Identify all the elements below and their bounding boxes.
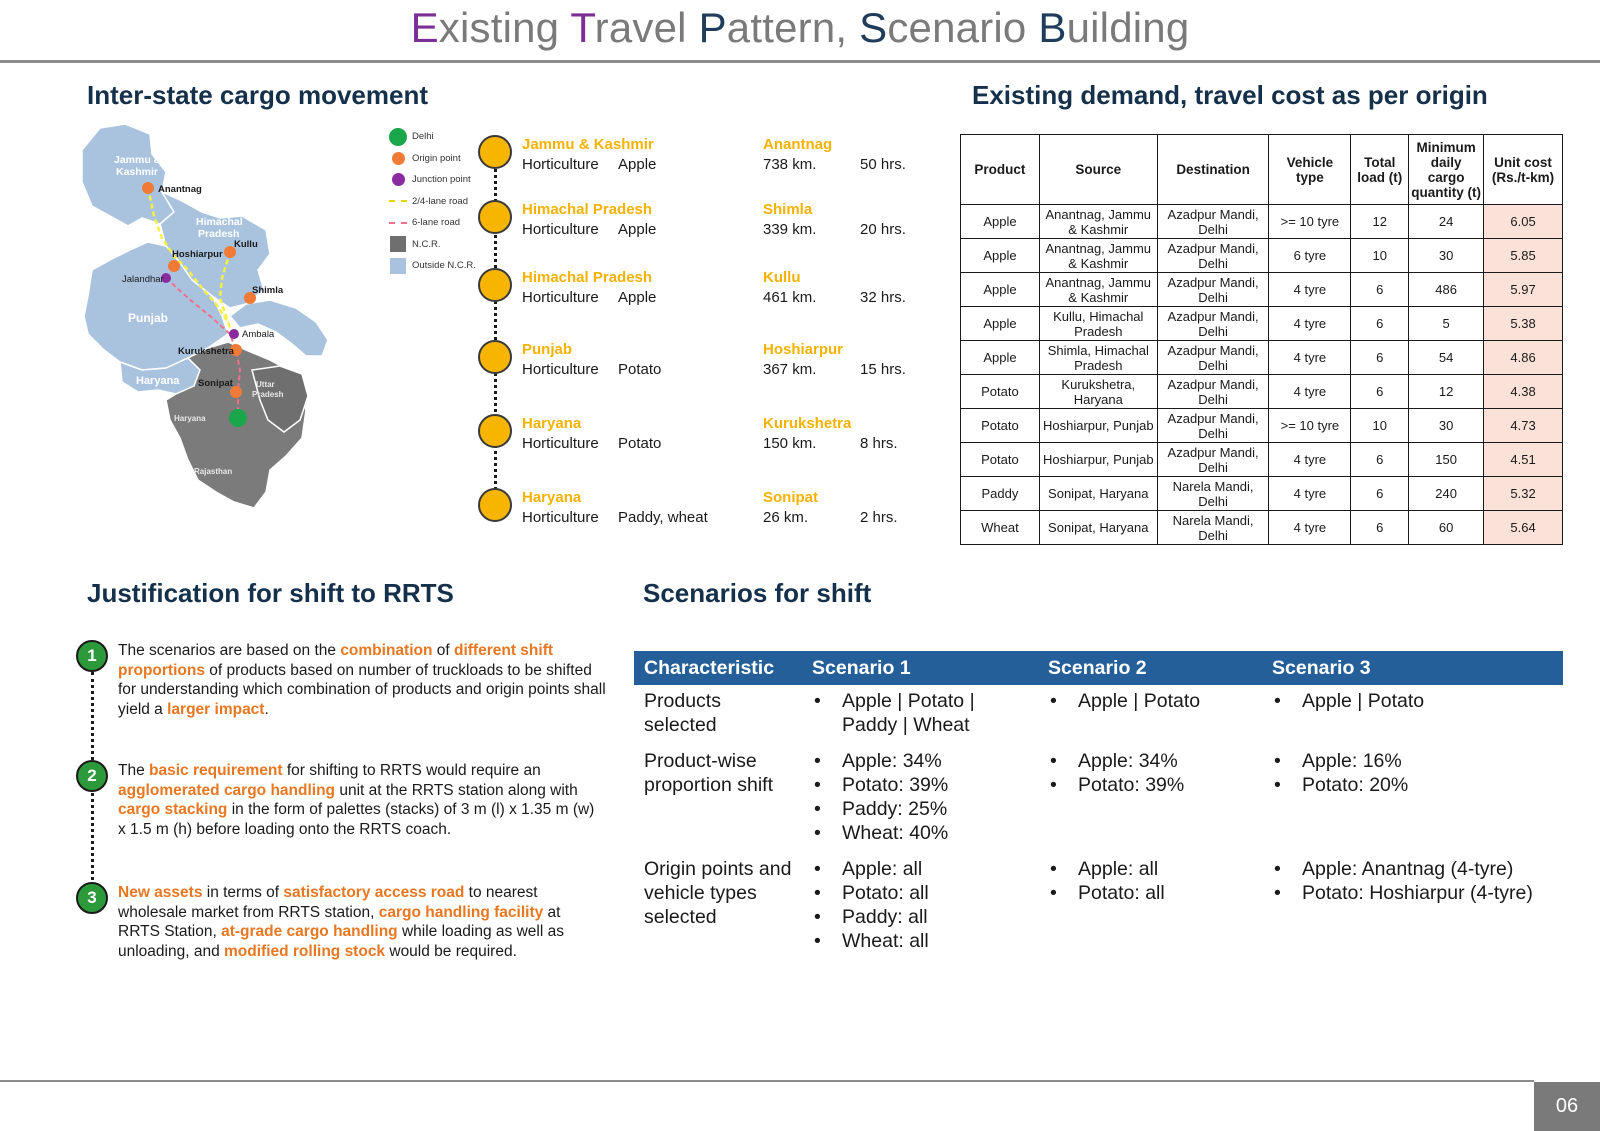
- table-row: [961, 443, 1563, 477]
- table-cell: 6: [1351, 375, 1409, 409]
- list-item: • Apple | Potato: [1048, 689, 1252, 713]
- table-cell: 4 tyre: [1269, 511, 1351, 545]
- table-cell: Azadpur Mandi, Delhi: [1157, 375, 1269, 409]
- table-cell: Wheat: [961, 511, 1040, 545]
- table-cell: 6: [1351, 443, 1409, 477]
- legend-label: 6-lane road: [412, 217, 461, 229]
- body-text: of products based on number of truckloads to be shifted for understanding which combination of products and origin points shall yield a: [118, 661, 606, 718]
- body-text: in terms of: [202, 884, 284, 901]
- map-point-anantnag: [142, 182, 154, 194]
- table-cell: 6.05: [1484, 205, 1563, 239]
- table-row: [961, 307, 1563, 341]
- title-part: S: [859, 4, 888, 51]
- table-cell: Narela Mandi, Delhi: [1157, 511, 1269, 545]
- map-label-hoshiarpur: Hoshiarpur: [172, 249, 223, 260]
- table-cell: Sonipat, Haryana: [1039, 477, 1157, 511]
- route-product: Potato: [618, 361, 662, 378]
- list-item: • Apple: all: [1048, 857, 1252, 881]
- heading-scenarios: Scenarios for shift: [643, 578, 872, 608]
- legend-item: [388, 234, 488, 256]
- highlight-text: basic requirement: [149, 762, 283, 779]
- table-cell: 5.38: [1484, 307, 1563, 341]
- table-row: [961, 205, 1563, 239]
- legend-label: Junction point: [412, 174, 471, 186]
- highlight-text: different shift proportions: [118, 642, 554, 679]
- route-time: 50 hrs.: [860, 156, 906, 173]
- table-cell: 6: [1351, 477, 1409, 511]
- table-cell: 6: [1351, 341, 1409, 375]
- title-part: uilding: [1066, 4, 1190, 51]
- table-cell: Anantnag, Jammu & Kashmir: [1039, 239, 1157, 273]
- scenario-cell: [802, 853, 1038, 961]
- grey-square-icon: [388, 235, 408, 253]
- characteristic-cell: Origin points and vehicle types selected: [644, 858, 792, 928]
- blue-square-icon: [388, 257, 408, 275]
- scenario-cell: [1262, 685, 1563, 745]
- highlight-text: cargo handling facility: [378, 903, 544, 921]
- map-label-kullu: Kullu: [234, 239, 258, 250]
- scenario-header-cell: Scenario 3: [1262, 651, 1563, 685]
- highlight-text: New assets: [118, 884, 203, 901]
- table-cell: 60: [1409, 511, 1484, 545]
- scenarios-table-header: [634, 651, 1563, 685]
- route-state: Himachal Pradesh: [522, 269, 653, 286]
- heading-demand: Existing demand, travel cost as per origin: [972, 80, 1488, 110]
- table-cell: 6: [1351, 307, 1409, 341]
- table-cell: Anantnag, Jammu & Kashmir: [1039, 205, 1157, 239]
- title-part: cenario: [887, 4, 1039, 51]
- demand-header-cell: Source: [1039, 135, 1157, 205]
- route-node-icon: [478, 200, 512, 234]
- list-item: • Potato: 39%: [1048, 773, 1252, 797]
- table-cell: Azadpur Mandi, Delhi: [1157, 273, 1269, 307]
- table-cell: 4.86: [1484, 341, 1563, 375]
- bullet-list: [812, 857, 1028, 953]
- demand-header-cell: Total load (t): [1351, 135, 1409, 205]
- route-sector: Horticulture: [522, 509, 599, 526]
- table-cell: Azadpur Mandi, Delhi: [1157, 409, 1269, 443]
- map-label-rajasthan: Rajasthan: [194, 467, 233, 476]
- route-origin: Sonipat: [763, 489, 818, 506]
- table-cell: 4 tyre: [1269, 307, 1351, 341]
- route-origin: Kurukshetra: [763, 415, 852, 432]
- page-number: 06: [1534, 1082, 1600, 1131]
- list-item: • Apple: all: [812, 857, 1028, 881]
- table-cell: Sonipat, Haryana: [1039, 511, 1157, 545]
- body-text: while loading as well as unloading, and: [118, 923, 564, 960]
- route-product: Apple: [618, 221, 657, 238]
- list-item: • Paddy: 25%: [812, 797, 1028, 821]
- list-item: • Apple: Anantnag (4-tyre): [1272, 857, 1553, 881]
- title-part: B: [1038, 4, 1067, 51]
- list-item: • Potato: 39%: [812, 773, 1028, 797]
- legend-item: [388, 191, 488, 213]
- legend-label: Delhi: [412, 131, 434, 143]
- list-item: • Apple | Potato | Paddy | Wheat: [812, 689, 1028, 737]
- table-row: [634, 745, 1563, 853]
- table-cell: Paddy: [961, 477, 1040, 511]
- bullet-list: [1048, 689, 1252, 713]
- route-time: 15 hrs.: [860, 361, 906, 378]
- bullet-list: [1048, 749, 1252, 797]
- route-sector: Horticulture: [522, 221, 599, 238]
- table-cell: 4 tyre: [1269, 341, 1351, 375]
- table-cell: 24: [1409, 205, 1484, 239]
- scenario-cell: [802, 745, 1038, 853]
- bullet-list: [1272, 689, 1553, 713]
- table-cell: Potato: [961, 375, 1040, 409]
- list-item: • Potato: all: [1048, 881, 1252, 905]
- table-cell: Apple: [961, 341, 1040, 375]
- demand-header-cell: Unit cost (Rs./t-km): [1484, 135, 1563, 205]
- table-cell: Azadpur Mandi, Delhi: [1157, 239, 1269, 273]
- table-cell: 486: [1409, 273, 1484, 307]
- table-cell: 30: [1409, 239, 1484, 273]
- purple-dot-icon: [388, 171, 408, 189]
- table-cell: Azadpur Mandi, Delhi: [1157, 341, 1269, 375]
- legend-item: [388, 148, 488, 170]
- body-text: of: [432, 642, 454, 659]
- map-point-hoshiarpur: [168, 260, 180, 272]
- table-cell: 4 tyre: [1269, 273, 1351, 307]
- table-row: [961, 341, 1563, 375]
- table-cell: Anantnag, Jammu & Kashmir: [1039, 273, 1157, 307]
- route-origin: Anantnag: [763, 136, 833, 153]
- map-label-hp-1: Himachal: [196, 216, 243, 228]
- step-number-icon: 2: [76, 760, 108, 792]
- highlight-text: modified rolling stock: [224, 942, 386, 960]
- legend-label: Outside N.C.R.: [412, 260, 476, 272]
- scenario-header-cell: Characteristic: [634, 651, 802, 685]
- yellow-dash-icon: [388, 192, 408, 210]
- table-cell: >= 10 tyre: [1269, 205, 1351, 239]
- table-cell: 12: [1351, 205, 1409, 239]
- route-sector: Horticulture: [522, 156, 599, 173]
- title-part: attern,: [726, 4, 860, 51]
- legend-label: N.C.R.: [412, 238, 441, 250]
- table-cell: 240: [1409, 477, 1484, 511]
- map-label-up-1: Uttar: [256, 380, 275, 389]
- table-cell: 30: [1409, 409, 1484, 443]
- table-cell: >= 10 tyre: [1269, 409, 1351, 443]
- table-row: [634, 685, 1563, 745]
- scenario-cell: [1262, 853, 1563, 961]
- map-point-delhi: [229, 409, 247, 427]
- route-time: 2 hrs.: [860, 509, 898, 526]
- title-part: P: [698, 4, 727, 51]
- table-cell: Apple: [961, 205, 1040, 239]
- route-item: [478, 200, 908, 240]
- route-node-icon: [478, 135, 512, 169]
- route-distance: 339 km.: [763, 221, 817, 238]
- route-state: Jammu & Kashmir: [522, 136, 654, 153]
- map-label-punjab: Punjab: [128, 311, 169, 325]
- body-text: .: [264, 700, 269, 718]
- route-sector: Horticulture: [522, 435, 599, 452]
- list-item: • Potato: all: [812, 881, 1028, 905]
- route-state: Haryana: [522, 489, 582, 506]
- route-distance: 367 km.: [763, 361, 817, 378]
- scenario-header-cell: Scenario 2: [1038, 651, 1262, 685]
- map-label-haryana-ncr: Haryana: [174, 414, 206, 423]
- table-cell: 12: [1409, 375, 1484, 409]
- route-distance: 738 km.: [763, 156, 817, 173]
- step-number-icon: 3: [76, 882, 108, 914]
- table-cell: Azadpur Mandi, Delhi: [1157, 205, 1269, 239]
- scenario-cell: [1038, 745, 1262, 853]
- route-product: Apple: [618, 289, 657, 306]
- table-row: [961, 273, 1563, 307]
- route-item: [478, 268, 908, 308]
- bullet-list: [1272, 749, 1553, 797]
- highlight-text: agglomerated cargo handling: [118, 781, 336, 799]
- table-cell: 6: [1351, 511, 1409, 545]
- legend-item: [388, 212, 488, 234]
- table-cell: Kullu, Himachal Pradesh: [1039, 307, 1157, 341]
- demand-header-cell: Product: [961, 135, 1040, 205]
- body-text: at RRTS Station,: [118, 903, 561, 940]
- scenario-cell: [1262, 745, 1563, 853]
- table-cell: Shimla, Himachal Pradesh: [1039, 341, 1157, 375]
- route-origin: Hoshiarpur: [763, 341, 844, 358]
- table-cell: Hoshiarpur, Punjab: [1039, 409, 1157, 443]
- map-legend: [388, 126, 488, 277]
- route-sector: Horticulture: [522, 361, 599, 378]
- route-item: [478, 414, 908, 454]
- table-row: [961, 511, 1563, 545]
- route-product: Paddy, wheat: [618, 509, 708, 526]
- legend-item: [388, 169, 488, 191]
- list-item: • Wheat: 40%: [812, 821, 1028, 845]
- body-text: to nearest wholesale market from RRTS station,: [118, 884, 538, 921]
- scenarios-table: [634, 651, 1563, 961]
- region-map: [70, 120, 370, 525]
- bullet-list: [812, 689, 1028, 737]
- step-number-icon: 1: [76, 640, 108, 672]
- map-label-shimla: Shimla: [252, 285, 284, 296]
- route-distance: 26 km.: [763, 509, 809, 526]
- title-part: xisting: [438, 4, 571, 51]
- bullet-list: [1272, 857, 1553, 905]
- route-state: Haryana: [522, 415, 582, 432]
- demand-table: [960, 134, 1563, 545]
- list-item: • Apple: 16%: [1272, 749, 1553, 773]
- table-row: [634, 853, 1563, 961]
- map-label-anantnag: Anantnag: [158, 184, 202, 195]
- route-origin: Kullu: [763, 269, 801, 286]
- list-item: • Apple: 34%: [812, 749, 1028, 773]
- demand-header-cell: Vehicle type: [1269, 135, 1351, 205]
- table-row: [961, 239, 1563, 273]
- justification-text: [118, 883, 606, 961]
- scenario-cell: [1038, 853, 1262, 961]
- green-dot-icon: [388, 128, 408, 146]
- table-cell: Azadpur Mandi, Delhi: [1157, 443, 1269, 477]
- title-part: E: [410, 4, 439, 51]
- route-node-icon: [478, 268, 512, 302]
- route-item: [478, 488, 908, 528]
- route-product: Apple: [618, 156, 657, 173]
- table-cell: 4.73: [1484, 409, 1563, 443]
- body-text: unit at the RRTS station along with: [335, 781, 578, 799]
- body-text: would be required.: [385, 942, 517, 960]
- table-cell: 5.32: [1484, 477, 1563, 511]
- map-label-hp-2: Pradesh: [198, 228, 240, 240]
- justification-text: [118, 761, 606, 839]
- orange-dot-icon: [388, 149, 408, 167]
- table-row: [961, 409, 1563, 443]
- route-node-icon: [478, 488, 512, 522]
- table-cell: 4.38: [1484, 375, 1563, 409]
- demand-table-header: [961, 135, 1563, 205]
- route-state: Punjab: [522, 341, 573, 358]
- route-distance: 461 km.: [763, 289, 817, 306]
- legend-label: 2/4-lane road: [412, 195, 468, 207]
- route-sector: Horticulture: [522, 289, 599, 306]
- characteristic-cell: Products selected: [644, 690, 721, 736]
- route-state: Himachal Pradesh: [522, 201, 653, 218]
- table-cell: Azadpur Mandi, Delhi: [1157, 307, 1269, 341]
- legend-item: [388, 126, 488, 148]
- highlight-text: at-grade cargo handling: [221, 923, 398, 940]
- demand-header-cell: Minimum daily cargo quantity (t): [1409, 135, 1484, 205]
- map-label-haryana-outside: Haryana: [136, 375, 180, 387]
- table-cell: 4.51: [1484, 443, 1563, 477]
- list-item: • Potato: Hoshiarpur (4-tyre): [1272, 881, 1553, 905]
- list-item: • Paddy: all: [812, 905, 1028, 929]
- table-cell: 4 tyre: [1269, 375, 1351, 409]
- list-item: • Wheat: all: [812, 929, 1028, 953]
- map-point-ambala: [229, 329, 239, 339]
- highlight-text: satisfactory access road: [283, 884, 465, 901]
- scenario-cell: [802, 685, 1038, 745]
- table-cell: 150: [1409, 443, 1484, 477]
- route-node-icon: [478, 414, 512, 448]
- table-cell: 10: [1351, 409, 1409, 443]
- table-cell: 5: [1409, 307, 1484, 341]
- map-label-sonipat: Sonipat: [198, 378, 233, 389]
- heading-justification: Justification for shift to RRTS: [87, 578, 454, 608]
- table-cell: Apple: [961, 239, 1040, 273]
- table-cell: 5.85: [1484, 239, 1563, 273]
- route-item: [478, 135, 908, 175]
- table-cell: Kurukshetra, Haryana: [1039, 375, 1157, 409]
- table-cell: Potato: [961, 409, 1040, 443]
- table-cell: 5.64: [1484, 511, 1563, 545]
- route-distance: 150 km.: [763, 435, 817, 452]
- map-label-jk-2: Kashmir: [116, 166, 159, 178]
- table-cell: 6: [1351, 273, 1409, 307]
- legend-label: Origin point: [412, 152, 461, 164]
- table-cell: Apple: [961, 307, 1040, 341]
- title-divider: [0, 60, 1600, 63]
- table-cell: 10: [1351, 239, 1409, 273]
- bullet-list: [1048, 857, 1252, 905]
- list-item: • Apple | Potato: [1272, 689, 1553, 713]
- table-cell: Narela Mandi, Delhi: [1157, 477, 1269, 511]
- highlight-text: larger impact: [167, 700, 265, 718]
- pink-dash-icon: [388, 214, 408, 232]
- title-part: T: [570, 4, 595, 51]
- demand-header-cell: Destination: [1157, 135, 1269, 205]
- highlight-text: cargo stacking: [118, 801, 228, 818]
- table-cell: Apple: [961, 273, 1040, 307]
- table-cell: 5.97: [1484, 273, 1563, 307]
- route-product: Potato: [618, 435, 662, 452]
- route-time: 20 hrs.: [860, 221, 906, 238]
- title-part: ravel: [594, 4, 699, 51]
- body-text: for shifting to RRTS would require an: [282, 762, 541, 779]
- table-cell: 54: [1409, 341, 1484, 375]
- body-text: The: [118, 762, 150, 779]
- route-item: [478, 340, 908, 380]
- characteristic-cell: Product-wise proportion shift: [644, 750, 773, 796]
- scenario-header-cell: Scenario 1: [802, 651, 1038, 685]
- body-text: in the form of palettes (stacks) of 3 m (l) x 1.35 m (w) x 1.5 m (h) before loading onto the RRTS coach.: [118, 801, 595, 838]
- table-cell: 6 tyre: [1269, 239, 1351, 273]
- table-cell: Potato: [961, 443, 1040, 477]
- map-label-jalandhar: Jalandhar: [122, 274, 164, 285]
- footer-divider: [0, 1080, 1534, 1082]
- route-origin: Shimla: [763, 201, 813, 218]
- scenario-cell: [1038, 685, 1262, 745]
- route-node-icon: [478, 340, 512, 374]
- table-cell: Hoshiarpur, Punjab: [1039, 443, 1157, 477]
- heading-cargo-movement: Inter-state cargo movement: [87, 80, 428, 110]
- table-cell: 4 tyre: [1269, 477, 1351, 511]
- highlight-text: combination: [340, 642, 433, 659]
- route-time: 8 hrs.: [860, 435, 898, 452]
- route-time: 32 hrs.: [860, 289, 906, 306]
- list-item: • Potato: 20%: [1272, 773, 1553, 797]
- legend-item: [388, 255, 488, 277]
- list-item: • Apple: 34%: [1048, 749, 1252, 773]
- table-cell: 4 tyre: [1269, 443, 1351, 477]
- map-region-east: [230, 300, 328, 356]
- map-label-ambala: Ambala: [242, 329, 275, 340]
- table-row: [961, 375, 1563, 409]
- map-label-kurukshetra: Kurukshetra: [178, 346, 234, 357]
- map-label-up-2: Pradesh: [252, 390, 284, 399]
- justification-text: [118, 641, 606, 719]
- body-text: The scenarios are based on the: [118, 642, 341, 659]
- map-label-jk-1: Jammu &: [114, 154, 162, 166]
- bullet-list: [812, 749, 1028, 845]
- slide-title: [0, 4, 1600, 52]
- table-row: [961, 477, 1563, 511]
